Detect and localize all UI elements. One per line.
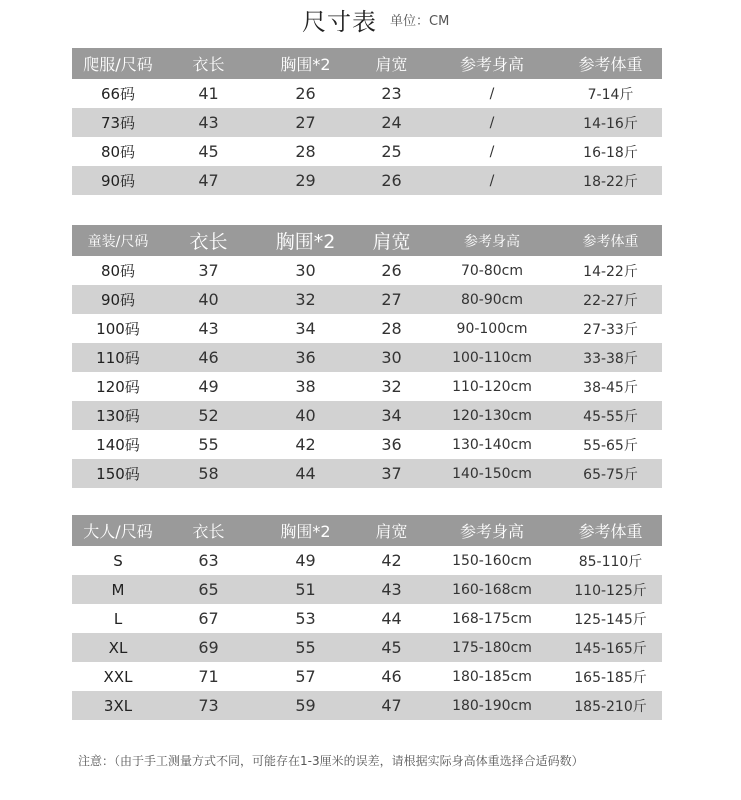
column-header: 胸围*2 <box>275 231 336 253</box>
table-cell: 47 <box>381 696 402 715</box>
table-cell: 38-45斤 <box>583 379 638 396</box>
table-cell: 37 <box>198 261 219 280</box>
table-cell: 40 <box>295 406 316 425</box>
table-cell: 71 <box>198 667 219 686</box>
table-cell: 66码 <box>100 85 136 103</box>
column-header: 参考体重 <box>578 522 643 541</box>
table-cell: 90码 <box>100 172 136 190</box>
table-cell: 120-130cm <box>452 407 532 424</box>
table-cell: / <box>489 114 495 131</box>
table-row <box>72 256 662 285</box>
table-cell: 145-165斤 <box>574 640 647 657</box>
table-row <box>72 575 662 604</box>
table-cell: 27 <box>295 113 316 132</box>
table-cell: 73码 <box>100 114 136 132</box>
table-cell: M <box>111 580 125 599</box>
table-cell: 47 <box>198 171 219 190</box>
table-cell: 44 <box>295 464 316 483</box>
table-row <box>72 430 662 459</box>
note-text: 注意：（由于手工测量方式不同，可能存在1-3厘米的误差，请根据实际身高体重选择合适码数） <box>78 754 584 768</box>
table-row <box>72 691 662 720</box>
table-cell: 73 <box>198 696 219 715</box>
table-cell: 69 <box>198 638 219 657</box>
column-header: 爬服/尺码 <box>83 55 153 74</box>
table-cell: 26 <box>381 171 402 190</box>
table-adult-sizes <box>72 515 662 720</box>
table-cell: 125-145斤 <box>574 611 647 628</box>
table-cell: 110-125斤 <box>574 582 647 599</box>
table-cell: 52 <box>198 406 219 425</box>
column-header: 胸围*2 <box>280 522 331 541</box>
table-cell: 150-160cm <box>452 552 532 569</box>
table-cell: 175-180cm <box>452 639 532 656</box>
table-cell: 63 <box>198 551 219 570</box>
table-cell: 40 <box>198 290 219 309</box>
table-cell: 3XL <box>103 696 133 715</box>
table-cell: 185-210斤 <box>574 698 647 715</box>
title-bar <box>0 0 741 40</box>
table-cell: 168-175cm <box>452 610 532 627</box>
table-cell: 14-16斤 <box>583 115 638 132</box>
table-row <box>72 459 662 488</box>
column-header: 参考身高 <box>464 233 520 250</box>
column-header: 肩宽 <box>372 231 411 253</box>
table-cell: / <box>489 143 495 160</box>
table-header-row <box>72 225 662 256</box>
table-row <box>72 633 662 662</box>
table-cell: 37 <box>381 464 402 483</box>
table-cell: 26 <box>381 261 402 280</box>
table-cell: 34 <box>381 406 402 425</box>
column-header: 肩宽 <box>375 522 408 541</box>
table-cell: 57 <box>295 667 316 686</box>
table-cell: 27-33斤 <box>583 321 638 338</box>
table-row <box>72 137 662 166</box>
table-cell: / <box>489 172 495 189</box>
table-cell: 55-65斤 <box>583 437 638 454</box>
table-cell: 165-185斤 <box>574 669 647 686</box>
table-cell: 65 <box>198 580 219 599</box>
table-cell: 140-150cm <box>452 465 532 482</box>
table-row <box>72 285 662 314</box>
table-header-row <box>72 515 662 546</box>
table-cell: 67 <box>198 609 219 628</box>
table-row <box>72 662 662 691</box>
table-cell: 110码 <box>96 349 140 367</box>
table-cell: 100-110cm <box>452 349 532 366</box>
table-cell: / <box>489 85 495 102</box>
table-row <box>72 166 662 195</box>
table-cell: 25 <box>381 142 402 161</box>
table-cell: 90-100cm <box>456 320 528 337</box>
table-cell: 43 <box>198 113 219 132</box>
table-cell: 45 <box>381 638 402 657</box>
table-row <box>72 546 662 575</box>
column-header: 参考身高 <box>459 522 524 541</box>
table-cell: 18-22斤 <box>583 173 638 190</box>
unit-label: 单位：CM <box>390 14 450 29</box>
table-cell: 49 <box>295 551 316 570</box>
table-cell: 53 <box>295 609 316 628</box>
column-header: 童装/尺码 <box>87 233 149 250</box>
table-row <box>72 604 662 633</box>
table-cell: XXL <box>103 667 133 686</box>
column-header: 参考体重 <box>582 233 639 250</box>
table-cell: 41 <box>198 84 219 103</box>
table-cell: 100码 <box>96 320 140 338</box>
table-cell: 14-22斤 <box>583 263 638 280</box>
table-cell: 42 <box>295 435 316 454</box>
page-title: 尺寸表 <box>302 8 377 36</box>
column-header: 参考身高 <box>459 55 524 74</box>
table-cell: XL <box>108 638 128 657</box>
table-cell: 120码 <box>96 378 140 396</box>
table-row <box>72 79 662 108</box>
table-cell: 180-185cm <box>452 668 532 685</box>
column-header: 肩宽 <box>375 55 408 74</box>
table-cell: 24 <box>381 113 402 132</box>
table-cell: 180-190cm <box>452 697 532 714</box>
table-cell: 32 <box>295 290 316 309</box>
table-row <box>72 108 662 137</box>
column-header: 大人/尺码 <box>83 522 153 541</box>
table-cell: 55 <box>295 638 316 657</box>
column-header: 参考体重 <box>578 55 643 74</box>
table-cell: 130码 <box>96 407 140 425</box>
column-header: 衣长 <box>192 522 225 541</box>
table-cell: 51 <box>295 580 316 599</box>
table-cell: 80码 <box>100 262 136 280</box>
table-cell: 49 <box>198 377 219 396</box>
table-cell: 36 <box>381 435 402 454</box>
table-cell: 36 <box>295 348 316 367</box>
table-cell: 80-90cm <box>460 291 523 308</box>
table-cell: 23 <box>381 84 402 103</box>
table-row <box>72 343 662 372</box>
table-cell: 42 <box>381 551 402 570</box>
table-cell: 130-140cm <box>452 436 532 453</box>
table-cell: 16-18斤 <box>583 144 638 161</box>
table-cell: 43 <box>198 319 219 338</box>
table-cell: 80码 <box>100 143 136 161</box>
table-cell: 45 <box>198 142 219 161</box>
table-cell: 30 <box>381 348 402 367</box>
table-cell: 55 <box>198 435 219 454</box>
table-cell: 160-168cm <box>452 581 532 598</box>
table-cell: 33-38斤 <box>583 350 638 367</box>
table-cell: 27 <box>381 290 402 309</box>
table-cell: 44 <box>381 609 402 628</box>
table-cell: 38 <box>295 377 316 396</box>
table-cell: 29 <box>295 171 316 190</box>
table-cell: 26 <box>295 84 316 103</box>
table-cell: 46 <box>381 667 402 686</box>
table-cell: 30 <box>295 261 316 280</box>
table-cell: L <box>113 609 123 628</box>
table-cell: 140码 <box>96 436 140 454</box>
table-romper-sizes <box>72 48 662 195</box>
table-cell: 43 <box>381 580 402 599</box>
table-cell: 7-14斤 <box>587 86 634 103</box>
table-cell: 65-75斤 <box>583 466 638 483</box>
table-cell: 70-80cm <box>460 262 523 279</box>
table-cell: 45-55斤 <box>583 408 638 425</box>
column-header: 胸围*2 <box>280 55 331 74</box>
table-cell: 22-27斤 <box>583 292 638 309</box>
table-header-row <box>72 48 662 79</box>
table-kids-sizes <box>72 225 662 488</box>
table-row <box>72 314 662 343</box>
table-cell: 46 <box>198 348 219 367</box>
table-cell: 28 <box>381 319 402 338</box>
table-row <box>72 401 662 430</box>
table-cell: 32 <box>381 377 402 396</box>
table-cell: 90码 <box>100 291 136 309</box>
table-cell: 58 <box>198 464 219 483</box>
table-row <box>72 372 662 401</box>
table-cell: S <box>113 551 123 570</box>
column-header: 衣长 <box>192 55 225 74</box>
table-cell: 59 <box>295 696 316 715</box>
table-cell: 110-120cm <box>452 378 532 395</box>
table-cell: 28 <box>295 142 316 161</box>
column-header: 衣长 <box>189 231 228 253</box>
table-cell: 85-110斤 <box>578 553 643 570</box>
table-cell: 150码 <box>96 465 140 483</box>
table-cell: 34 <box>295 319 316 338</box>
